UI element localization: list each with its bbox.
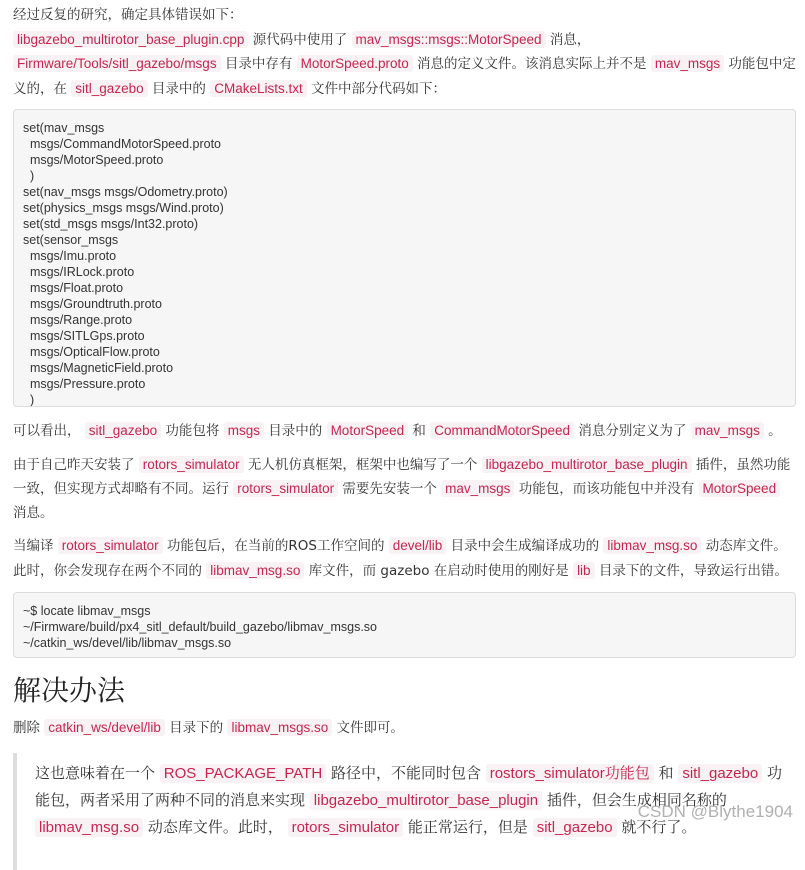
paragraph-error-description [13,4,796,101]
section-heading-solution: 解决办法 [13,675,126,706]
text: 可以看出， [13,423,85,439]
text: 库文件，而 gazebo 在启动时使用的刚好是 [304,562,574,579]
text: 消息的定义文件。该消息实际上并不是 [412,56,651,72]
text: 当编译 [13,538,58,554]
text: 目录中存有 [220,56,297,72]
text: 动态库文件。此时， [143,817,288,836]
inline-code: libmav_msg.so [206,562,304,579]
text: 消息。 [13,504,54,521]
inline-code: mav_msgs [691,422,764,439]
inline-code: libgazebo_multirotor_base_plugin.cpp [13,31,248,48]
inline-code: lib [573,562,595,579]
text: 目录中的 [263,423,327,439]
text: 删除 [13,720,45,736]
intro-text: 经过反复的研究，确定具体错误如下： [13,7,243,23]
inline-code: libmav_msg.so [35,818,143,837]
text: 路径中，不能同时包含 [326,763,486,782]
inline-code: sitl_gazebo [678,764,762,783]
inline-code: CMakeLists.txt [210,80,307,97]
inline-code: ROS_PACKAGE_PATH [160,764,326,783]
paragraph-solution [13,716,796,741]
text: 源代码中使用了 [248,31,352,48]
paragraph-conclusion [13,419,796,444]
text: 能正常运行，但是 [403,817,533,836]
text: 消息分别定义为了 [574,423,691,439]
text: 由于自己昨天安装了 [13,456,139,473]
text: 功能包后，在当前的ROS工作空间的 [162,538,389,554]
code-block-locate[interactable]: ~$ locate libmav_msgs ~/Firmware/build/px4_sitl_default/build_gazebo/libmav_msgs.so ~/catkin_ws/devel/lib/libmav_msgs.so [13,592,796,658]
inline-code: libmav_msgs.so [227,719,332,736]
text: 和 [408,423,431,439]
paragraph-compile [13,534,796,583]
inline-code: rotors_simulator [233,480,338,497]
text: 动态库文件。此时，你会发现存在两个不同的 [13,538,787,579]
inline-code: MotorSpeed.proto [297,55,413,72]
text: 消息， [545,31,591,48]
inline-code: rostors_simulator功能包 [486,764,654,783]
inline-code: libgazebo_multirotor_base_plugin [482,456,692,473]
text: 功能包，而该功能包中并没有 [514,481,699,497]
text: 就不行了。 [616,817,697,836]
text: 目录中的 [147,80,211,97]
inline-code: libmav_msg.so [603,537,701,554]
inline-code: CommandMotorSpeed [430,422,574,439]
inline-code: rotors_simulator [139,456,244,473]
text: 文件即可。 [332,720,405,736]
inline-code: libgazebo_multirotor_base_plugin [310,791,542,810]
inline-code: mav_msgs::msgs::MotorSpeed [352,31,546,48]
text: 和 [653,763,679,782]
inline-code: sitl_gazebo [71,80,147,97]
inline-code: Firmware/Tools/sitl_gazebo/msgs [13,55,221,72]
watermark: CSDN @Blythe1904 [637,802,793,821]
text: 目录中会生成编译成功的 [446,538,604,554]
text: 功能包中定义的，在 [13,56,796,97]
inline-code: sitl_gazebo [85,422,161,439]
text: 功能包，两者采用了两种不同的消息来实现 [35,763,782,809]
inline-code: MotorSpeed [699,480,781,497]
paragraph-cause [13,453,796,526]
text: 。 [763,423,782,439]
inline-code: mav_msgs [651,55,724,72]
text: 目录下的文件，导致运行出错。 [594,562,788,579]
text: 功能包将 [161,423,224,439]
code-block-cmakelists[interactable]: set(mav_msgs msgs/CommandMotorSpeed.proto msgs/MotorSpeed.proto ) set(nav_msgs msgs/Odometry.proto) set(physics_msgs msgs/Wind.proto) set(std_msgs msgs/Int32.proto) set(sensor_msgs msgs/Imu.proto msgs/IRLock.proto msgs/Float.proto msgs/Groundtruth.proto msgs/Range.proto msgs/SITLGps.proto msgs/OpticalFlow.proto msgs/MagneticField.proto msgs/Pressure.proto ) [13,109,796,407]
inline-code: MotorSpeed [327,422,409,439]
inline-code: rotors_simulator [288,818,404,837]
inline-code: rotors_simulator [58,537,163,554]
inline-code: mav_msgs [441,480,514,497]
text: 插件，但会生成相同名称的 [542,790,727,809]
text: 目录下的 [164,720,228,736]
inline-code: msgs [224,422,264,439]
inline-code: catkin_ws/devel/lib [44,719,165,736]
article-content [13,0,796,870]
inline-code: sitl_gazebo [533,818,617,837]
text: 插件，虽然功能一致，但实现方式却略有不同。运行 [13,456,791,497]
text: 文件中部分代码如下： [306,80,447,97]
text: 需要先安装一个 [338,481,442,497]
text: 这也意味着在一个 [35,763,160,782]
text: 无人机仿真框架，框架中也编写了一个 [243,456,482,473]
inline-code: devel/lib [389,537,447,554]
